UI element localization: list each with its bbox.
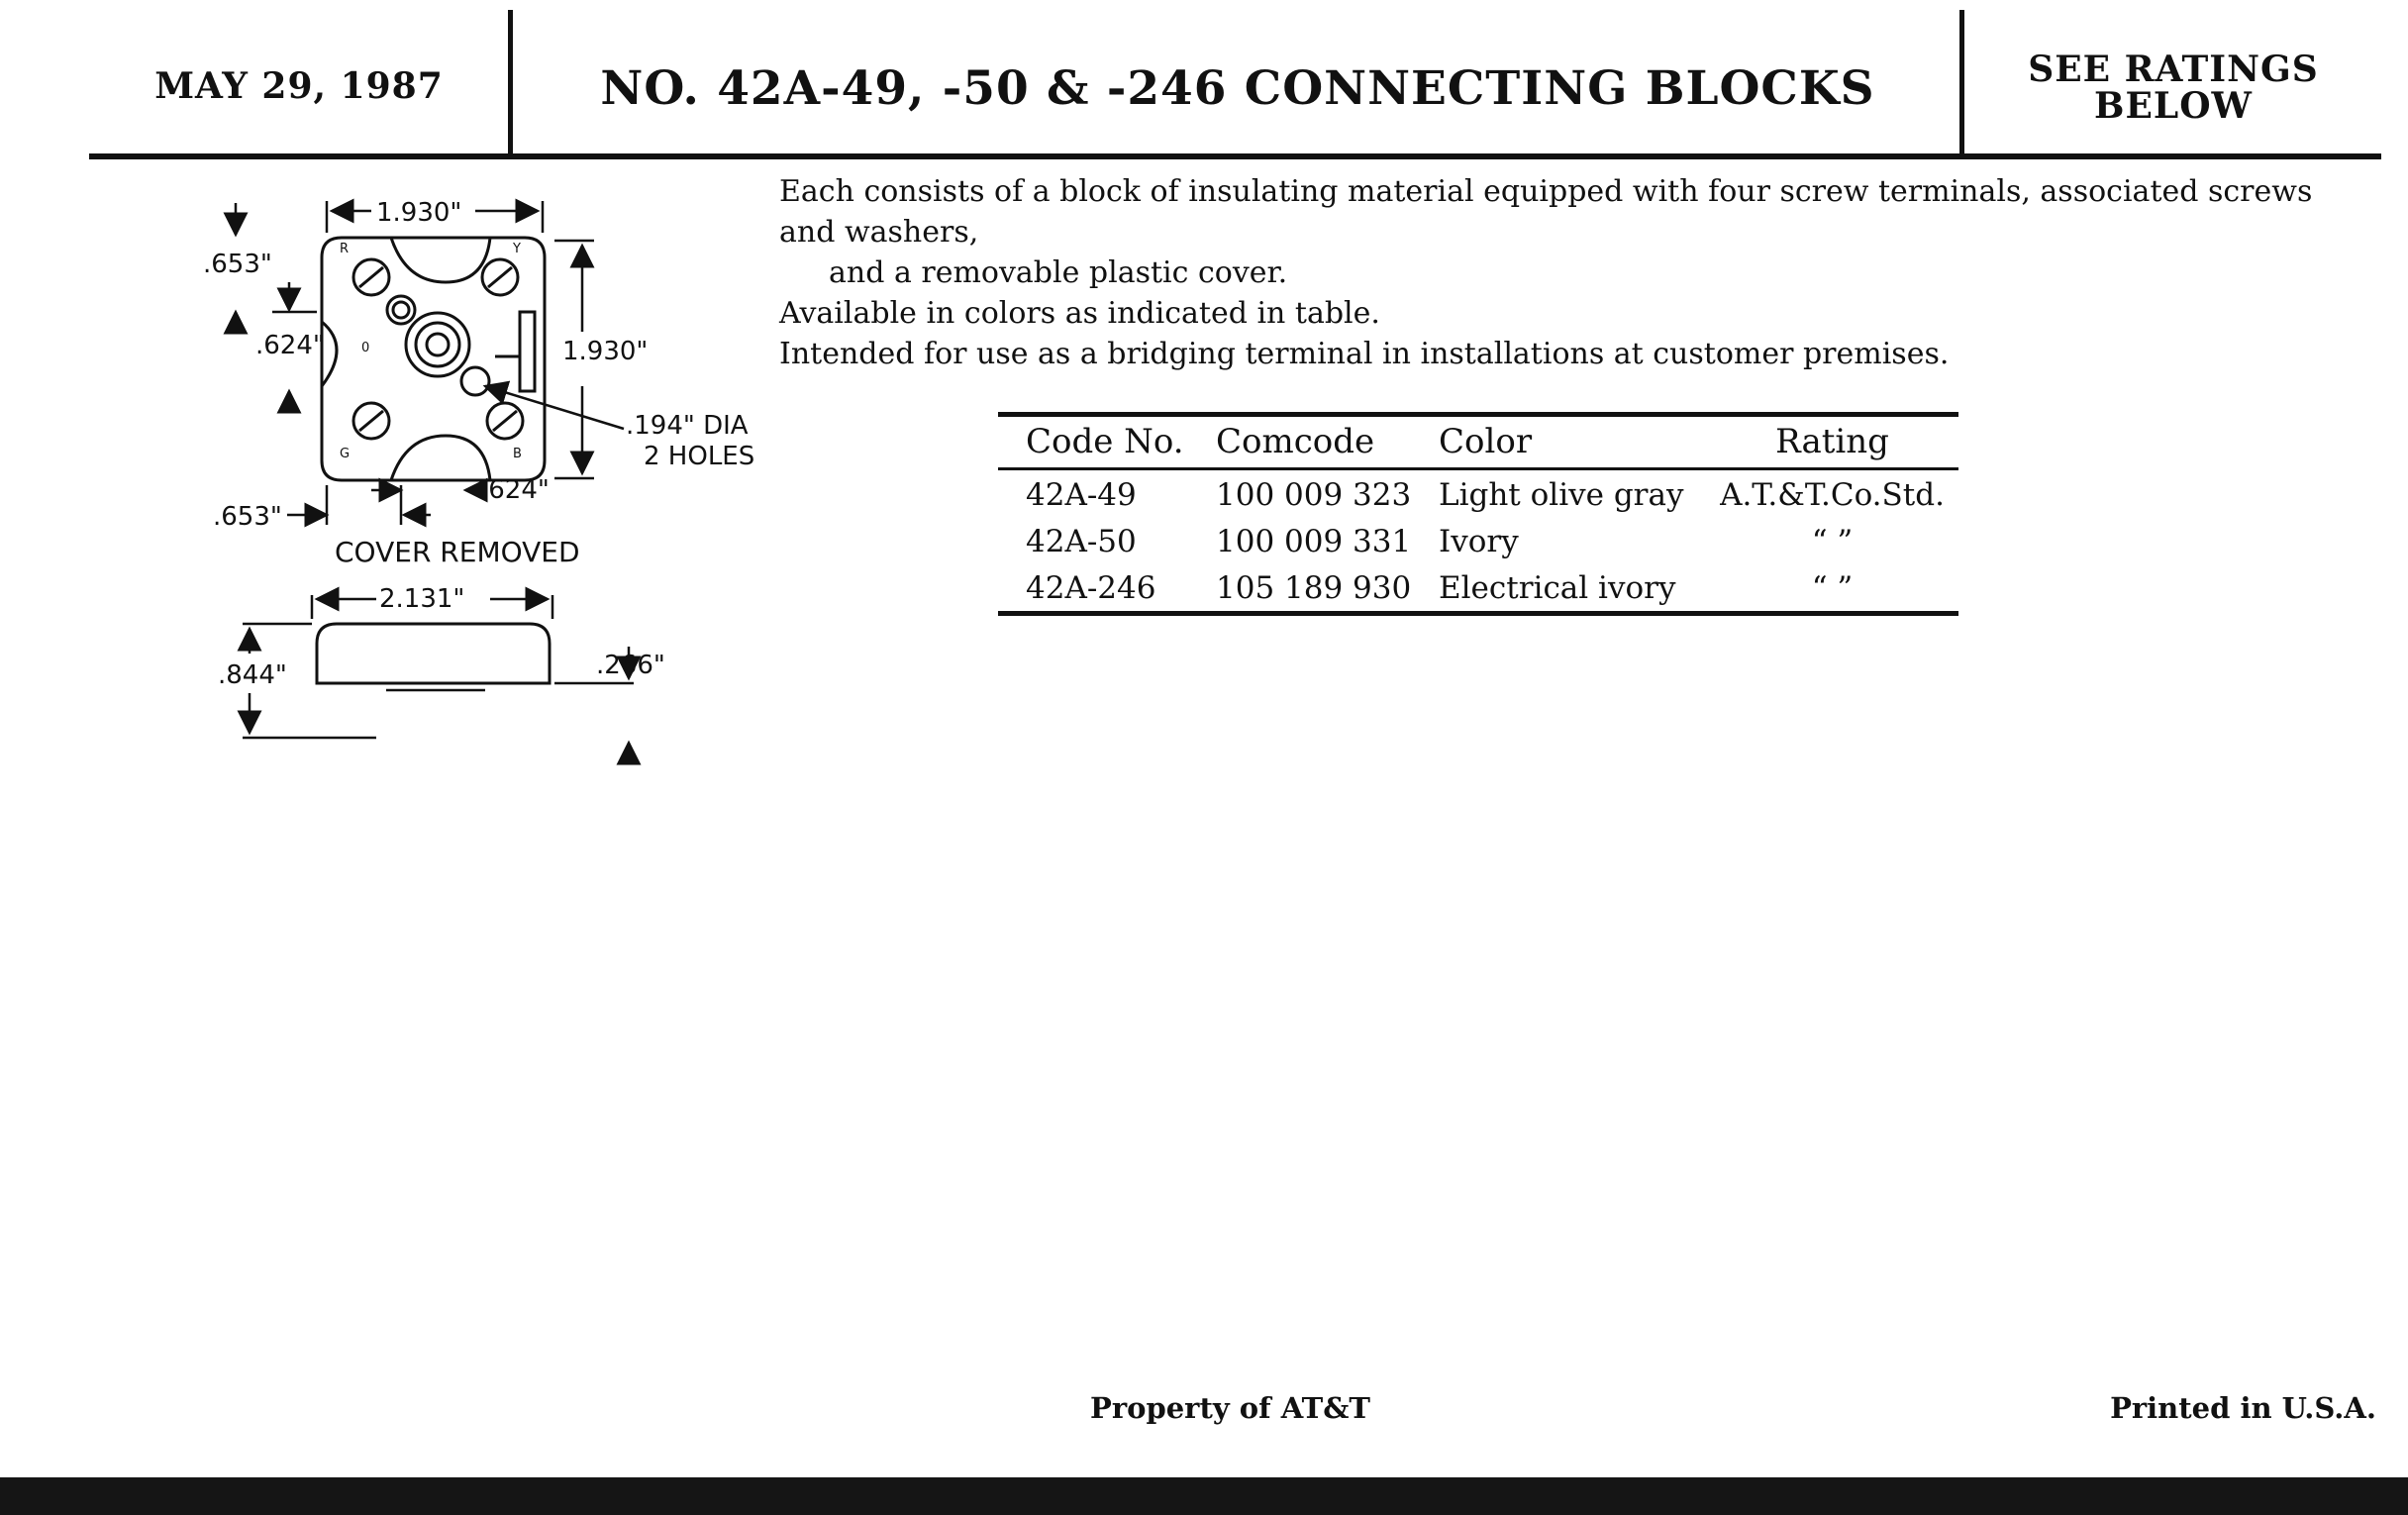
center-mark: 0 xyxy=(361,341,370,355)
cell-color: Light olive gray xyxy=(1439,477,1684,513)
header-rule xyxy=(89,153,2381,159)
dim-left-upper: .653" xyxy=(203,250,272,279)
drawing-caption: COVER REMOVED xyxy=(335,536,580,568)
col-header-code: Code No. xyxy=(998,414,1201,469)
dim-cover-width: 2.131" xyxy=(379,584,465,614)
table-header-row xyxy=(998,414,1958,469)
dim-height: 1.930" xyxy=(562,337,649,366)
col-header-color: Color xyxy=(1439,414,1706,469)
description-line-3: Available in colors as indicated in table. xyxy=(779,296,1380,331)
dim-cover-height: .844" xyxy=(218,660,287,690)
cell-comcode: 105 189 930 xyxy=(1216,570,1412,606)
table-row xyxy=(998,517,1958,563)
connecting-block-drawing xyxy=(178,183,772,777)
table-row xyxy=(998,469,1958,518)
terminal-label-r: R xyxy=(340,242,350,256)
table-bottom-rule xyxy=(998,611,1958,616)
document-title: NO. 42A-49, -50 & -246 CONNECTING BLOCKS xyxy=(600,61,1875,116)
description-line-2: and a removable plastic cover. xyxy=(829,255,1288,290)
scan-edge-band xyxy=(0,1477,2408,1515)
col-header-rating: Rating xyxy=(1706,414,1958,469)
header-divider-right xyxy=(1959,10,1964,154)
cell-comcode: 100 009 331 xyxy=(1216,524,1412,559)
cell-comcode: 100 009 323 xyxy=(1216,477,1412,513)
dim-top-width: 1.930" xyxy=(376,198,462,228)
dim-bottom-left: .653" xyxy=(213,502,282,532)
cell-rating: “ ” xyxy=(1811,570,1854,606)
table-row xyxy=(998,563,1958,610)
footer-property: Property of AT&T xyxy=(1090,1391,1370,1425)
cell-code: 42A-50 xyxy=(1026,524,1137,559)
dim-bottom-right: .624" xyxy=(480,475,550,505)
cell-code: 42A-246 xyxy=(1026,570,1156,606)
terminal-label-g: G xyxy=(340,447,351,461)
header-divider-left xyxy=(508,10,513,154)
terminal-label-y: Y xyxy=(513,242,521,256)
dim-hole-count: 2 HOLES xyxy=(644,442,755,471)
footer-printed: Printed in U.S.A. xyxy=(2110,1391,2376,1425)
cell-rating: A.T.&T.Co.Std. xyxy=(1720,477,1945,513)
description-line-4: Intended for use as a bridging terminal in installations at customer premises. xyxy=(779,337,1950,371)
description-line-1: Each consists of a block of insulating material equipped with four screw terminals, associated screws and washers, xyxy=(779,174,2313,250)
cell-code: 42A-49 xyxy=(1026,477,1137,513)
code-table xyxy=(998,414,1958,610)
ratings-note xyxy=(1965,51,2381,125)
cell-color: Ivory xyxy=(1439,524,1519,559)
ratings-note-line2: BELOW xyxy=(2094,85,2253,127)
document-date: MAY 29, 1987 xyxy=(154,65,444,107)
ratings-note-line1: SEE RATINGS xyxy=(2028,49,2319,90)
cell-rating: “ ” xyxy=(1811,524,1854,559)
dim-hole-dia: .194" DIA xyxy=(626,411,749,441)
col-header-comcode: Comcode xyxy=(1201,414,1439,469)
dim-left-mid: .624" xyxy=(255,331,325,360)
description xyxy=(779,171,2363,374)
terminal-label-b: B xyxy=(513,447,522,461)
dim-cover-right: .266" xyxy=(596,651,665,680)
cell-color: Electrical ivory xyxy=(1439,570,1676,606)
